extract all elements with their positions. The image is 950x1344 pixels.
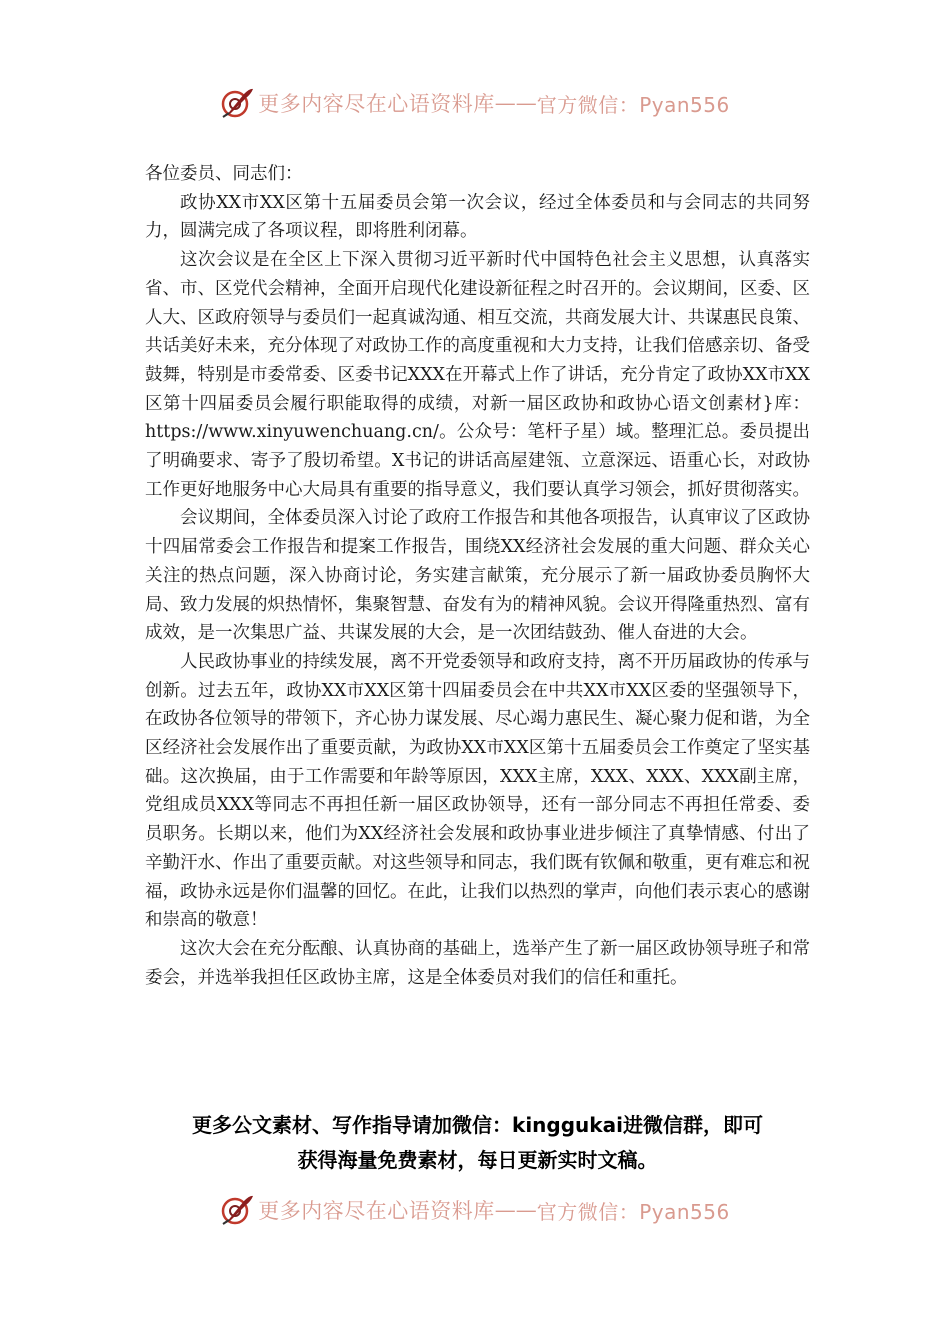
paragraph-1: 政协XX市XX区第十五届委员会第一次会议，经过全体委员和与会同志的共同努力，圆满完成了各项议程，即将胜利闭幕。 xyxy=(145,192,810,242)
header-banner xyxy=(0,83,950,123)
banner-title: 更多内容尽在心语资料库 xyxy=(258,92,495,116)
paragraph-3: 会议期间，全体委员深入讨论了政府工作报告和其他各项报告，认真审议了区政协十四届常委会工作报告和提案工作报告，围绕XX经济社会发展的重大问题、群众关心关注的热点问题，深入协商讨论，务实建言献策，充分展示了新一届政协委员胸怀大局、致力发展的炽热情怀，集聚智慧、奋发有为的精神风貌。会议开得隆重热烈、富有成效，是一次集思广益、共谋发展的大会，是一次团结鼓劲、催人奋进的大会。 xyxy=(145,508,810,644)
paragraph-4: 人民政协事业的持续发展，离不开党委领导和政府支持，离不开历届政协的传承与创新。过去五年，政协XX市XX区第十四届委员会在中共XX市XX区委的坚强领导下，在政协各位领导的带领下，齐心协力谋发展、尽心竭力惠民生、凝心聚力促和谐，为全区经济社会发展作出了重要贡献，为政协XX市XX区第十五届委员会工作奠定了坚实基础。这次换届，由于工作需要和年龄等原因，XXX主席，XXX、XXX、XXX副主席，党组成员XXX等同志不再担任新一届区政协领导，还有一部分同志不再担任常委、委员职务。长期以来，他们为XX经济社会发展和政协事业进步倾注了真挚情感、付出了辛勤汗水、作出了重要贡献。对这些领导和同志，我们既有钦佩和敬重，更有难忘和祝福，政协永远是你们温馨的回忆。在此，让我们以热烈的掌声，向他们表示衷心的感谢和崇高的敬意！ xyxy=(145,651,810,931)
promo-notice xyxy=(145,1108,810,1178)
banner-wechat: 官方微信：Pyan556 xyxy=(536,92,730,117)
promo-line-1: 更多公文素材、写作指导请加微信：kinggukai进微信群，即可 xyxy=(192,1113,763,1137)
banner-separator: —— xyxy=(494,1198,537,1222)
banner-separator: —— xyxy=(494,91,537,115)
quill-logo-icon xyxy=(220,86,254,120)
document-body xyxy=(145,160,810,992)
paragraph-5: 这次大会在充分酝酿、认真协商的基础上，选举产生了新一届区政协领导班子和常委会，并选举我担任区政协主席，这是全体委员对我们的信任和重托。 xyxy=(145,938,810,988)
banner-wechat: 官方微信：Pyan556 xyxy=(536,1199,730,1224)
banner-title: 更多内容尽在心语资料库 xyxy=(258,1199,495,1223)
greeting: 各位委员、同志们： xyxy=(145,164,303,184)
quill-logo-icon xyxy=(220,1193,254,1227)
paragraph-2: 这次会议是在全区上下深入贯彻习近平新时代中国特色社会主义思想，认真落实省、市、区党代会精神，全面开启现代化建设新征程之时召开的。会议期间，区委、区人大、区政府领导与委员们一起真诚沟通、相互交流，共商发展大计、共谋惠民良策、共话美好未来，充分体现了对政协工作的高度重视和大力支持，让我们倍感亲切、备受鼓舞，特别是市委常委、区委书记XXX在开幕式上作了讲话，充分肯定了政协XX市XX区第十四届委员会履行职能取得的成绩，对新一届区政协和政协心语文创素材}库：https://www.xinyuwenchuang.cn/。公众号：笔杆子星）域。整理汇总。委员提出了明确要求、寄予了殷切希望。X书记的讲话高屋建瓴、立意深远、语重心长，对政协工作更好地服务中心大局具有重要的指导意义，我们要认真学习领会，抓好贯彻落实。 xyxy=(145,250,810,500)
footer-banner xyxy=(0,1190,950,1230)
promo-line-2: 获得海量免费素材，每日更新实时文稿。 xyxy=(297,1148,658,1172)
